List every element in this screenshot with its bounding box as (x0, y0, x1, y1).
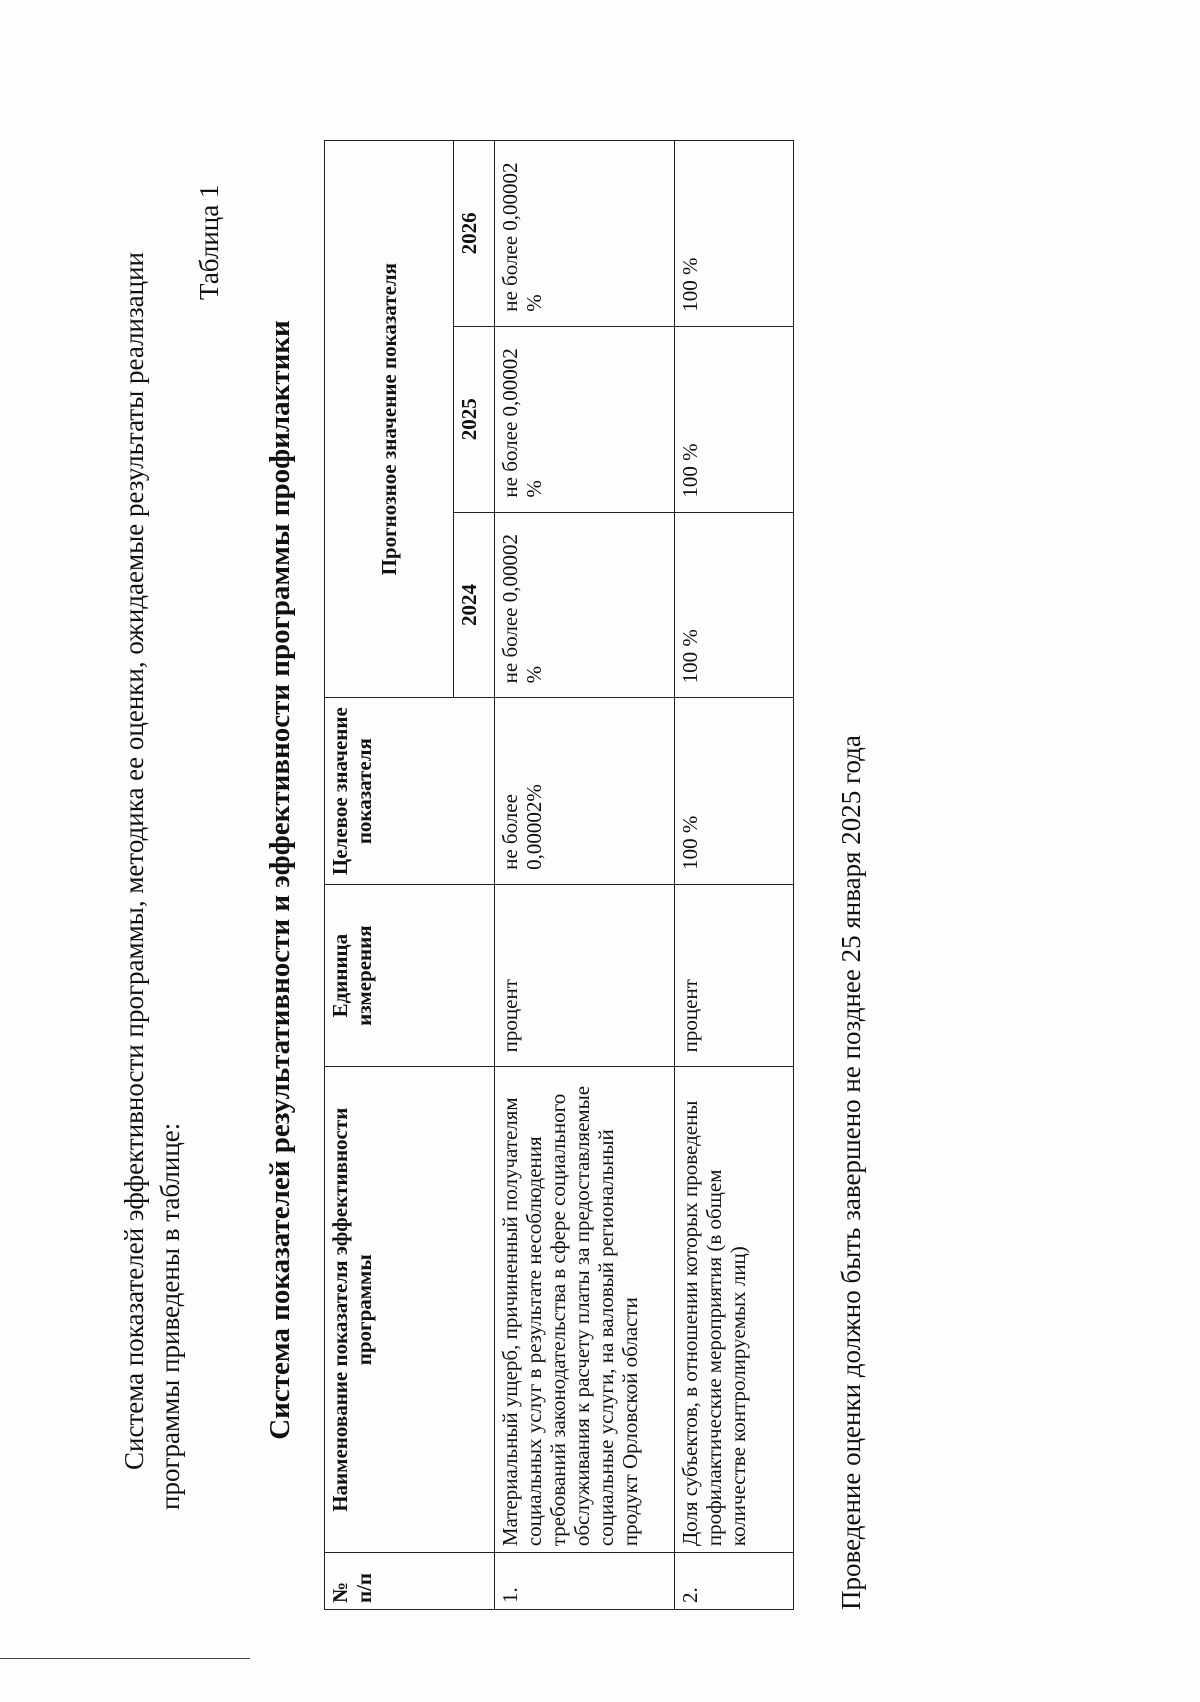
row-2-target: 100 % (675, 698, 794, 885)
header-unit: Единица измерения (325, 884, 495, 1066)
table-title: Система показателей результативности и эффективности программы профилактики (264, 320, 296, 1440)
row-1-value-2024: не более 0,00002 % (495, 512, 675, 698)
row-2-unit: процент (675, 884, 794, 1066)
row-1-value-2025: не более 0,00002 % (495, 326, 675, 512)
row-1-value-2026: не более 0,00002 % (495, 141, 675, 327)
row-1-unit: процент (495, 884, 675, 1066)
rotated-content (96, 80, 976, 1620)
header-year-2026: 2026 (454, 141, 495, 327)
table-header-row (325, 141, 454, 1610)
row-1-target: не более 0,00002% (495, 698, 675, 885)
row-2-number: 2. (675, 1553, 794, 1610)
intro-line-1: Система показателей эффективности программы, методика ее оценки, ожидаемые результаты реализации (119, 252, 149, 1470)
table-row (675, 141, 794, 1610)
indicators-table (324, 140, 794, 1610)
header-year-2025: 2025 (454, 326, 495, 512)
intro-line-2: программы приведены в таблице: (155, 1122, 185, 1510)
header-year-2024: 2024 (454, 512, 495, 698)
row-2-indicator-name: Доля субъектов, в отношении которых проведены профилактические мероприятия (в общем количестве контролируемых лиц) (675, 1067, 794, 1553)
table-row (495, 141, 675, 1610)
header-forecast-value: Прогнозное значение показателя (325, 141, 454, 698)
header-indicator-name: Наименование показателя эффективности программы (325, 1067, 495, 1553)
row-1-indicator-name: Материальный ущерб, причиненный получателям социальных услуг в результате несоблюдения требований законодательства в сфере социального обслуживания к расчету платы за предоставляемые социальные услуги, на валовый региональный продукт Орловской области (495, 1067, 675, 1553)
header-number: № п/п (325, 1553, 495, 1610)
row-2-value-2026: 100 % (675, 141, 794, 327)
page-edge-line (0, 1658, 250, 1659)
row-1-number: 1. (495, 1553, 675, 1610)
footer-note: Проведение оценки должно быть завершено не позднее 25 января 2025 года (836, 735, 866, 1610)
table-number-label: Таблица 1 (194, 184, 224, 300)
row-2-value-2025: 100 % (675, 326, 794, 512)
row-2-value-2024: 100 % (675, 512, 794, 698)
intro-paragraph (116, 190, 188, 1510)
header-target-value: Целевое значение показателя (325, 698, 495, 885)
